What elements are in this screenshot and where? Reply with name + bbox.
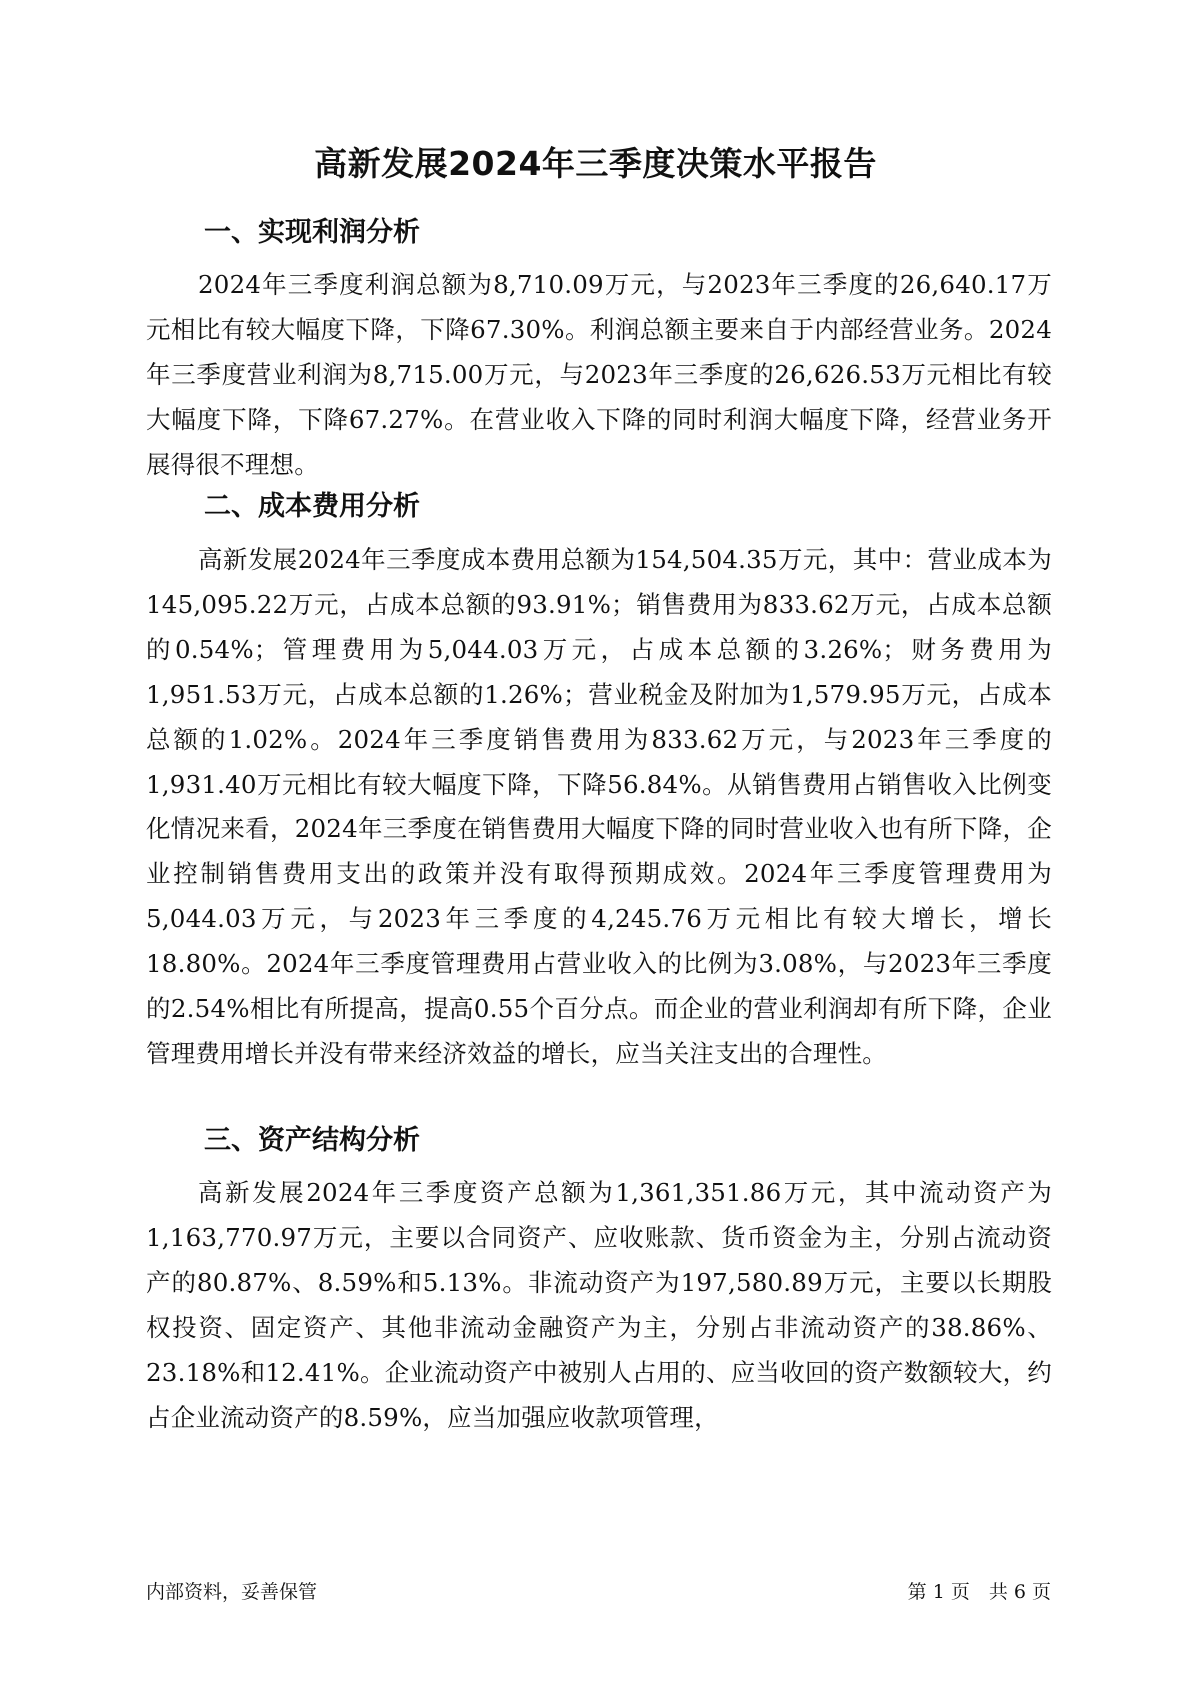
section-paragraph-profit: 2024年三季度利润总额为8,710.09万元，与2023年三季度的26,640.17万元相比有较大幅度下降，下降67.30%。利润总额主要来自于内部经营业务。2024年三季度营业利润为8,715.00万元，与2023年三季度的26,626.53万元相比有较大幅度下降，下降67.27%。在营业收入下降的同时利润大幅度下降，经营业务开展得很不理想。: [146, 270, 1052, 479]
footer-page-number: 第 1 页 共 6 页: [907, 1581, 1051, 1603]
section-heading-cost: 二、成本费用分析: [204, 491, 420, 522]
section-paragraph-assets: 高新发展2024年三季度资产总额为1,361,351.86万元，其中流动资产为1,163,770.97万元，主要以合同资产、应收账款、货币资金为主，分别占流动资产的80.87%、8.59%和5.13%。非流动资产为197,580.89万元，主要以长期股权投资、固定资产、其他非流动金融资产为主，分别占非流动资产的38.86%、23.18%和12.41%。企业流动资产中被别人占用的、应当收回的资产数额较大，约占企业流动资产的8.59%，应当加强应收款项管理，: [146, 1178, 1052, 1432]
footer-confidential-note: 内部资料，妥善保管: [146, 1581, 318, 1603]
section-heading-profit: 一、实现利润分析: [204, 217, 420, 248]
document-title: 高新发展2024年三季度决策水平报告: [314, 144, 877, 183]
section-paragraph-cost: 高新发展2024年三季度成本费用总额为154,504.35万元，其中：营业成本为145,095.22万元，占成本总额的93.91%；销售费用为833.62万元，占成本总额的0.54%；管理费用为5,044.03万元，占成本总额的3.26%；财务费用为1,951.53万元，占成本总额的1.26%；营业税金及附加为1,579.95万元，占成本总额的1.02%。2024年三季度销售费用为833.62万元，与2023年三季度的1,931.40万元相比有较大幅度下降，下降56.84%。从销售费用占销售收入比例变化情况来看，2024年三季度在销售费用大幅度下降的同时营业收入也有所下降，企业控制销售费用支出的政策并没有取得预期成效。2024年三季度管理费用为5,044.03万元，与2023年三季度的4,245.76万元相比有较大增长，增长18.80%。2024年三季度管理费用占营业收入的比例为3.08%，与2023年三季度的2.54%相比有所提高，提高0.55个百分点。而企业的营业利润却有所下降，企业管理费用增长并没有带来经济效益的增长，应当关注支出的合理性。: [146, 545, 1052, 1068]
section-heading-assets: 三、资产结构分析: [204, 1125, 420, 1156]
